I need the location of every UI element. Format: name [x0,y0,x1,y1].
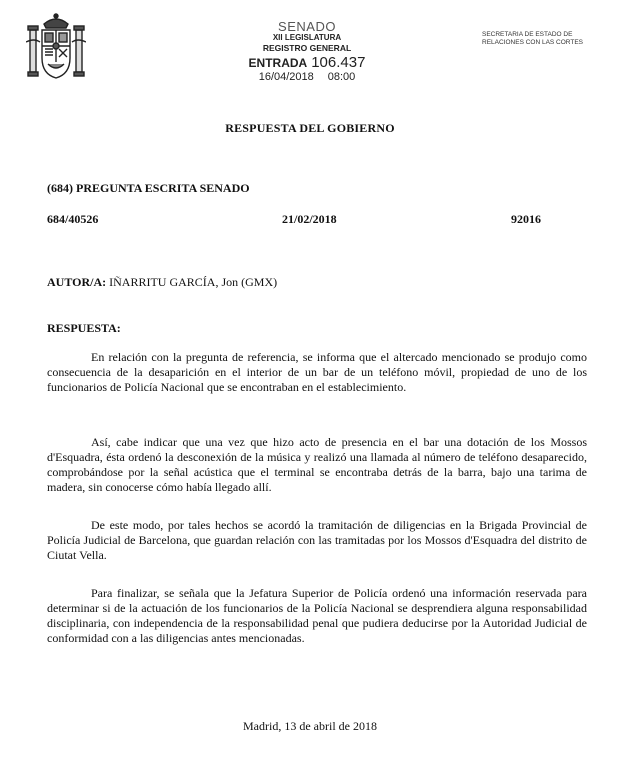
question-date: 21/02/2018 [282,212,337,226]
secretaria-header [482,31,602,47]
stamp-legislature: XII LEGISLATURA [272,33,342,42]
secretaria-line-1: SECRETARIA DE ESTADO DE [482,31,573,38]
paragraph-4 [47,586,587,646]
paragraph-3 [47,518,587,563]
reference-number: 684/40526 [47,212,99,226]
paragraph-text: En relación con la pregunta de referencia, se informa que el altercado mencionado se produjo como consecuencia de la desaparición en el interior de un bar de un teléfono móvil, propiedad de uno de los funcionarios de Policía Nacional que se encontraban en el establecimiento. [47,350,587,394]
secretaria-line-2: RELACIONES CON LAS CORTES [482,39,584,46]
stamp-entry-label: ENTRADA [248,56,308,70]
question-type: (684) PREGUNTA ESCRITA SENADO [47,181,250,195]
paragraph-text: De este modo, por tales hechos se acordó la tramitación de diligencias en la Brigada Provincial de Policía Judicial de Barcelona, que guardan relación con las tramitadas por los Mossos d'Esquadra del distrito de Ciutat Vella. [47,518,587,562]
stamp-datetime [222,71,392,83]
author-name: IÑARRITU GARCÍA, Jon (GMX) [109,275,278,289]
coat-of-arms-icon [26,12,86,84]
stamp-registry: REGISTRO GENERAL [262,43,352,53]
answer-label: RESPUESTA: [47,321,121,335]
registry-stamp [222,20,392,83]
document-title: RESPUESTA DEL GOBIERNO [225,121,395,135]
paragraph-2 [47,435,587,495]
author-line [47,275,277,290]
paragraph-1 [47,350,587,395]
paragraph-text: Así, cabe indicar que una vez que hizo acto de presencia en el bar una dotación de los Mossos d'Esquadra, ésta ordenó la desconexión de la música y realizó una llamada al número de teléfono desaparecido, comprobándose por la señal acústica que el terminal se encontraba detrás de la barra, bajo una tarima de madera, sin conocerse cómo había llegado allí. [47,435,587,494]
paragraph-text: Para finalizar, se señala que la Jefatura Superior de Policía ordenó una información reservada para determinar si de la actuación de los funcionarios de la Policía Nacional se desprendiera alguna responsabilidad disciplinaria, con independencia de la responsabilidad penal que pudiera deducirse por la Autoridad Judicial de conformidad con a las diligencias antes mencionadas. [47,586,587,645]
signoff-date: Madrid, 13 de abril de 2018 [243,719,377,733]
stamp-entry-date: 16/04/2018 [258,71,314,83]
stamp-entry-time: 08:00 [327,71,356,83]
stamp-entry [222,55,392,71]
author-label: AUTOR/A: [47,275,107,289]
question-code: 92016 [511,212,541,226]
stamp-chamber: SENADO [278,19,336,34]
stamp-entry-number: 106.437 [311,54,366,71]
